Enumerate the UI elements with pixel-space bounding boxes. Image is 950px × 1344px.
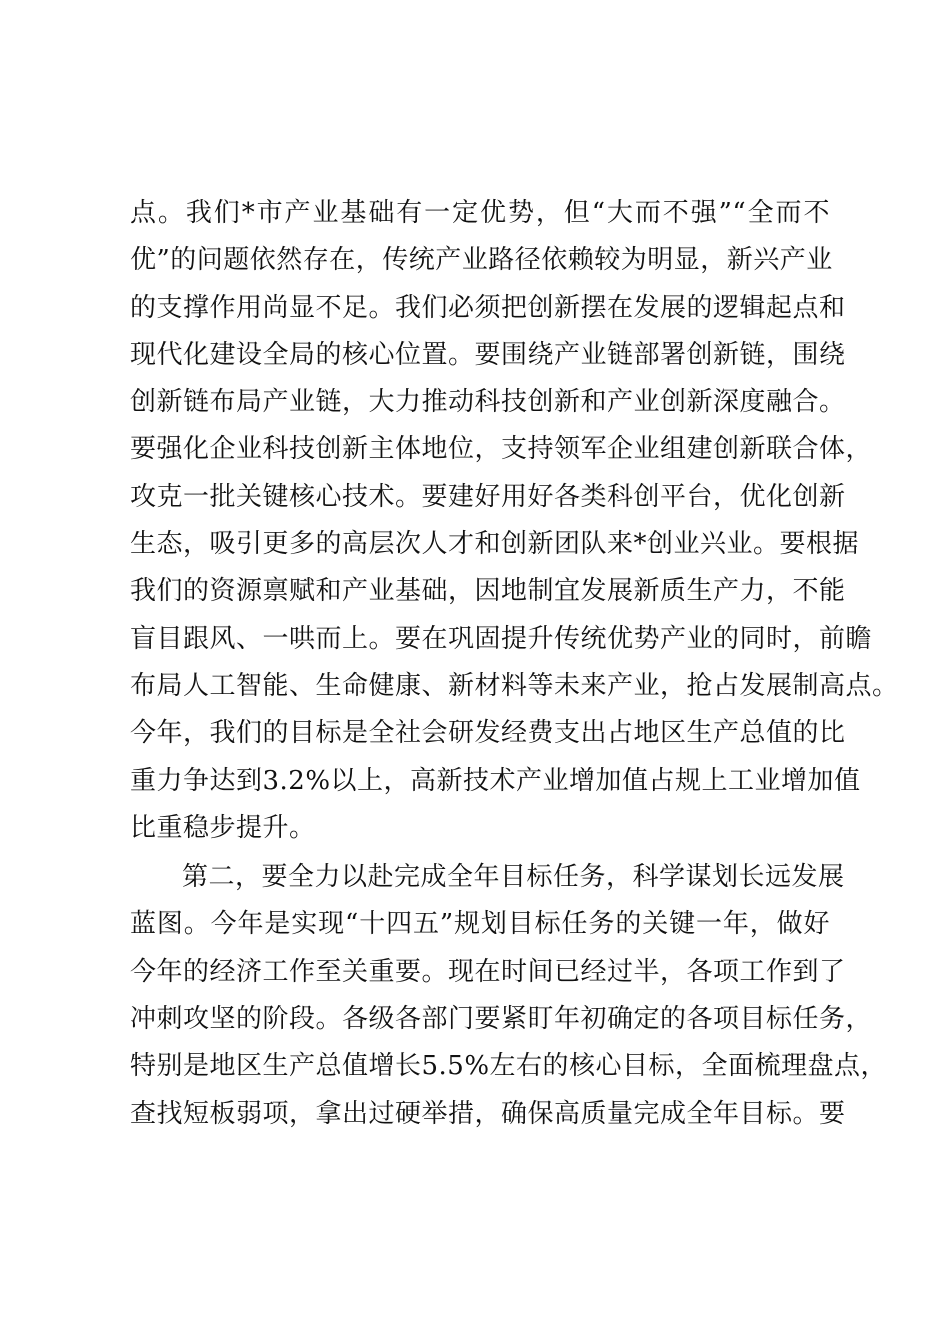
text-line-first-indented: 第二，要全力以赴完成全年目标任务，科学谋划长远发展 — [182, 862, 845, 893]
text-line: 现代化建设全局的核心位置。要围绕产业链部署创新链，围绕 — [130, 339, 846, 370]
text-line: 我们的资源禀赋和产业基础，因地制宜发展新质生产力，不能 — [130, 576, 846, 607]
text-line: 优”的问题依然存在，传统产业路径依赖较为明显，新兴产业 — [130, 245, 833, 276]
text-line: 点。我们*市产业基础有一定优势，但“大而不强”“全而不 — [130, 198, 830, 228]
text-line: 要强化企业科技创新主体地位，支持领军企业组建创新联合体， — [130, 434, 873, 465]
text-line: 的支撑作用尚显不足。我们必须把创新摆在发展的逻辑起点和 — [130, 292, 846, 323]
text-line: 重力争达到3.2%以上，高新技术产业增加值占规上工业增加值 — [130, 765, 861, 796]
text-line-last: 比重稳步提升。 — [130, 812, 316, 843]
text-line: 今年，我们的目标是全社会研发经费支出占地区生产总值的比 — [130, 718, 846, 749]
text-line: 攻克一批关键核心技术。要建好用好各类科创平台，优化创新 — [130, 481, 846, 512]
text-line: 生态，吸引更多的高层次人才和创新团队来*创业兴业。要根据 — [130, 529, 860, 560]
text-line: 盲目跟风、一哄而上。要在巩固提升传统优势产业的同时，前瞻 — [130, 623, 873, 654]
text-line: 查找短板弱项，拿出过硬举措，确保高质量完成全年目标。要 — [130, 1098, 846, 1129]
paragraph-2 — [130, 854, 888, 1138]
document-body — [130, 190, 899, 1138]
text-line: 今年的经济工作至关重要。现在时间已经过半，各项工作到了 — [130, 956, 846, 987]
paragraph-1 — [130, 190, 899, 852]
text-line: 特别是地区生产总值增长5.5%左右的核心目标，全面梳理盘点， — [130, 1051, 888, 1082]
text-line: 创新链布局产业链，大力推动科技创新和产业创新深度融合。 — [130, 387, 846, 418]
text-line: 冲刺攻坚的阶段。各级各部门要紧盯年初确定的各项目标任务， — [130, 1004, 873, 1035]
text-line: 布局人工智能、生命健康、新材料等未来产业，抢占发展制高点。 — [130, 670, 899, 701]
text-line: 蓝图。今年是实现“十四五”规划目标任务的关键一年，做好 — [130, 909, 830, 940]
